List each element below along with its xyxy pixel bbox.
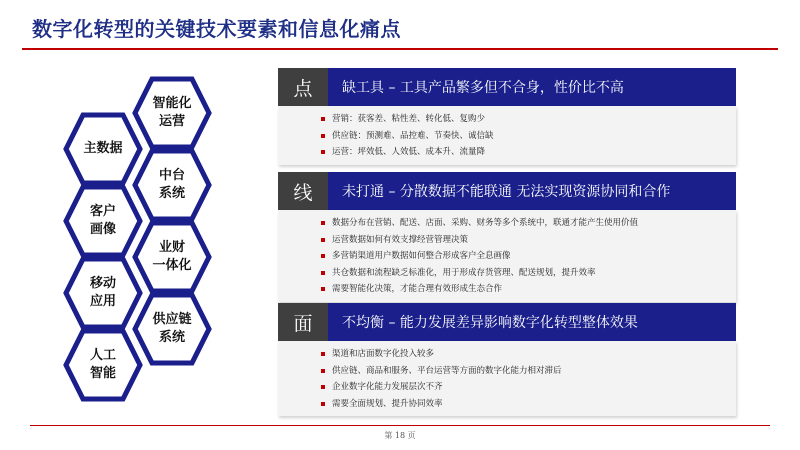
title-divider <box>22 48 778 50</box>
bullet-item: 渠道和店面数字化投入较多 <box>332 346 736 363</box>
footer-divider <box>30 425 770 426</box>
hexagon-label: 客户 画像 <box>89 204 116 237</box>
page-number: 第 18 页 <box>384 431 416 440</box>
hexagon-cluster <box>0 60 240 420</box>
section-header <box>278 68 736 106</box>
hexagon-label: 供应链 系统 <box>152 312 192 345</box>
bullet-item: 数据分布在营销、配送、店面、采购、财务等多个系统中，联通才能产生使用价值 <box>332 215 736 232</box>
bullet-item: 供应链、商品和服务、平台运营等方面的数字化能力相对滞后 <box>332 363 736 380</box>
hexagon-item <box>63 184 143 258</box>
hexagon-label: 移动 应用 <box>89 276 116 309</box>
bullet-item: 运营：坪效低、人效低、成本升、流量降 <box>332 144 736 161</box>
bullet-item: 企业数字化能力发展层次不齐 <box>332 379 736 396</box>
bullet-item: 供应链：预测难、品控难、节奏快、诚信缺 <box>332 128 736 145</box>
section-char: 点 <box>278 68 328 106</box>
section-char: 线 <box>278 172 328 210</box>
hexagon-label: 业财 一体化 <box>152 240 192 273</box>
hexagon-item <box>132 148 212 222</box>
hexagon-label: 主数据 <box>83 141 123 157</box>
hexagon-item <box>132 76 212 150</box>
bullet-item: 运营数据如何有效支撑经营管理决策 <box>332 232 736 249</box>
hexagon-label: 中台 系统 <box>158 168 185 201</box>
hexagon-label: 智能化 运营 <box>152 96 192 129</box>
section-bullets <box>278 210 736 302</box>
bullet-item: 需要智能化决策，才能合理有效形成生态合作 <box>332 281 736 298</box>
hexagon-item <box>63 112 143 186</box>
hexagon-label: 人工 智能 <box>89 348 116 381</box>
section-header <box>278 303 736 341</box>
hexagon-item <box>63 256 143 330</box>
section-header <box>278 172 736 210</box>
page-title: 数字化转型的关键技术要素和信息化痛点 <box>32 17 401 41</box>
hexagon-item <box>132 220 212 294</box>
section-heading: 不均衡 – 能力发展差异影响数字化转型整体效果 <box>328 303 736 341</box>
section-heading: 未打通 – 分散数据不能联通 无法实现资源协同和合作 <box>328 172 736 210</box>
bullet-item: 需要全面规划、提升协同效率 <box>332 396 736 413</box>
hexagon-item <box>63 328 143 402</box>
section-char: 面 <box>278 303 328 341</box>
section-bullets <box>278 106 736 165</box>
section-bullets <box>278 341 736 416</box>
bullet-item: 多营销渠道用户数据如何整合形成客户全息画像 <box>332 248 736 265</box>
bullet-item: 共仓数据和流程缺乏标准化，用于形成存货管理、配送规划，提升效率 <box>332 265 736 282</box>
hexagon-item <box>132 292 212 366</box>
bullet-item: 营销：获客差、粘性差、转化低、复购少 <box>332 111 736 128</box>
section-heading: 缺工具 – 工具产品繁多但不合身，性价比不高 <box>328 68 736 106</box>
